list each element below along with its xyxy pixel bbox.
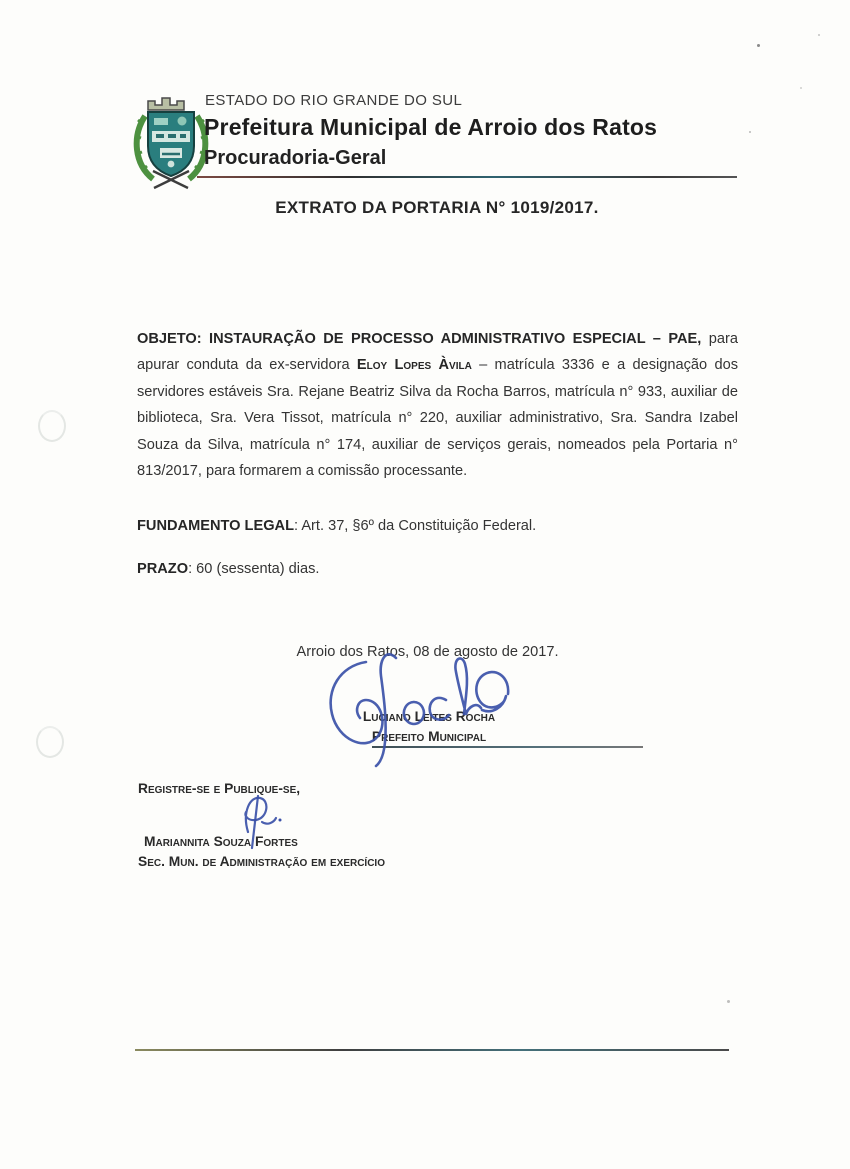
header-municipality-line: Prefeitura Municipal de Arroio dos Ratos — [204, 114, 658, 140]
fundamento-line — [137, 518, 536, 534]
document-title: EXTRATO DA PORTARIA N° 1019/2017. — [275, 198, 599, 217]
header-divider — [197, 176, 737, 178]
prazo-line — [137, 561, 320, 577]
punch-hole-mark — [36, 726, 64, 758]
scan-speck — [818, 34, 820, 36]
prazo-text: : 60 (sessenta) dias. — [188, 561, 320, 577]
footer-divider — [135, 1049, 729, 1051]
scan-speck — [727, 1000, 730, 1003]
fundamento-text: : Art. 37, §6º da Constituição Federal. — [294, 518, 537, 534]
scan-speck — [749, 131, 751, 133]
header-department-line: Procuradoria-Geral — [204, 147, 387, 169]
punch-hole-mark — [38, 410, 66, 442]
fundamento-label: FUNDAMENTO LEGAL — [137, 518, 295, 534]
prazo-label: PRAZO — [137, 561, 189, 577]
scan-speck — [800, 87, 802, 89]
mayor-name: Luciano Leites Rocha — [362, 709, 496, 724]
servant-name: Eloy Lopes Àvila — [356, 357, 472, 374]
objeto-lead: OBJETO: INSTAURAÇÃO DE PROCESSO ADMINISTRATIVO ESPECIAL – PAE, — [137, 331, 702, 347]
header-state-line: ESTADO DO RIO GRANDE DO SUL — [205, 92, 463, 109]
scan-speck — [757, 44, 760, 47]
objeto-text-before-name: para apurar conduta da ex-servidora — [137, 331, 739, 374]
objeto-text-after-name: – matrícula 3336 e a designação dos servidores estáveis Sra. Rejane Beatriz Silva da Rocha Barros, matrícula n° 933, auxiliar de biblioteca, Sra. Vera Tissot, matrícula n° 220, auxiliar administrativo, Sra. Sandra Izabel Souza da Silva, matrícula n° 174, auxiliar de serviços gerais, nomeados pela Portaria n° 813/2017, para formarem a comissão processante. — [137, 357, 738, 480]
secretary-name: Mariannita Souza Fortes — [144, 834, 298, 849]
date-line: Arroio dos Ratos, 08 de agosto de 2017. — [296, 644, 559, 660]
secretary-signature — [228, 792, 290, 850]
secretary-title: Sec. Mun. de Administração em exercício — [138, 854, 385, 869]
mayor-signature — [322, 650, 512, 768]
closing-line: Registre-se e Publique-se, — [138, 781, 301, 796]
mayor-title: Prefeito Municipal — [371, 729, 487, 744]
objeto-paragraph — [137, 326, 738, 484]
